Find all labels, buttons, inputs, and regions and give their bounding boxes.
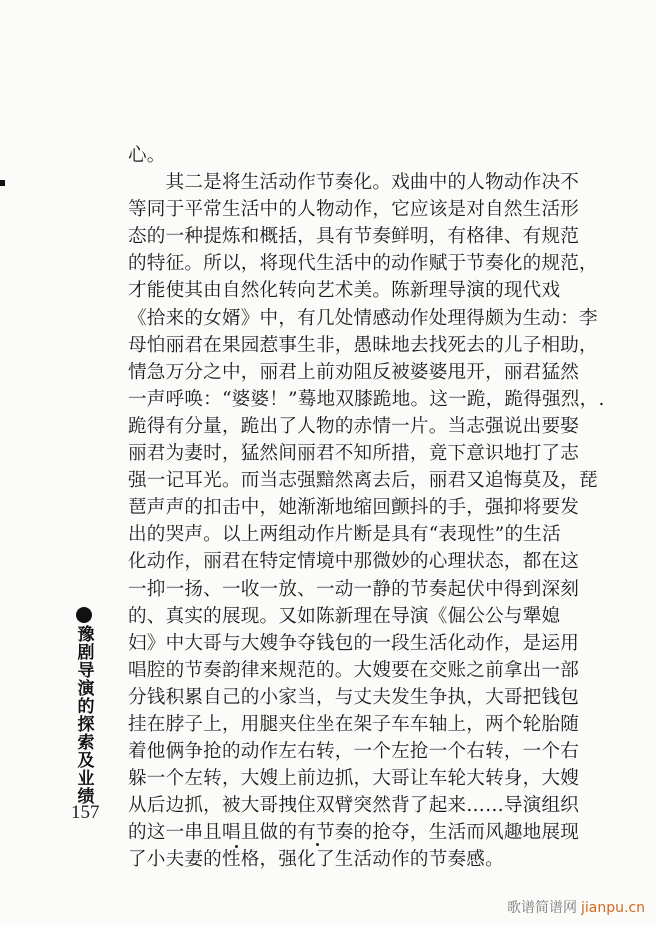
text-line: 才能使其由自然化转向艺术美。陈新理导演的现代戏 [128,280,561,302]
text-line: 心。 [128,145,166,166]
speck [235,845,238,848]
text-line: 化动作，丽君在特定情境中那微妙的心理状态，都在这 [128,551,580,573]
book-title: 豫剧导演的探索及业绩 [73,625,94,805]
text-line: 了小夫妻的性格，强化了生活动作的节奏感。 [128,849,504,871]
text-line: 躲一个左转，大嫂上前边抓，大哥让车轮大转身，大嫂 [128,768,580,790]
text-line: 跪得有分量，跪出了人物的赤情一片。当志强说出要娶 [128,415,580,437]
text-line: 一声呼唤：“婆婆！”蓦地双膝跪地。这一跪，跪得强烈，. [128,388,605,410]
text-line: 其二是将生活动作节奏化。戏曲中的人物动作决不 [128,172,580,194]
text-line: 妇》中大哥与大嫂争夺钱包的一段生活化动作，是运用 [128,632,580,654]
text-line: 琶声声的扣击中，她渐渐地缩回颤抖的手，强抑将要发 [128,497,580,519]
watermark-site: jianpu.cn [581,900,646,916]
text-line: 等同于平常生活中的人物动作，它应该是对自然生活形 [128,199,580,221]
running-header [72,607,96,805]
text-line: 的、真实的展现。又如陈新理在导演《倔公公与犟媳 [128,605,561,627]
margin-mark [0,180,5,186]
text-line: 着他俩争抢的动作左右转，一个左抢一个右转，一个右 [128,741,580,763]
watermark-text: 歌谱简谱网 [507,900,577,916]
text-line: 的这一串且唱且做的有节奏的抢夺，生活而风趣地展现 [128,822,580,844]
text-line: 强一记耳光。而当志强黯然离去后，丽君又追悔莫及，琵 [128,470,598,492]
bullet-icon [76,607,92,623]
text-line: 挂在脖子上，用腿夹住坐在架子车车轴上，两个轮胎随 [128,713,580,735]
page-number: 157 [71,802,100,823]
text-line: 丽君为妻时，猛然间丽君不知所措，竟下意识地打了志 [128,443,580,465]
text-line: 情急万分之中，丽君上前劝阻反被婆婆甩开，丽君猛然 [128,361,580,383]
text-line: 母怕丽君在果园惹事生非，愚昧地去找死去的儿子相助， [128,334,598,356]
body-text [128,142,605,874]
text-line: 一抑一扬、一收一放、一动一静的节奏起伏中得到深刻 [128,578,580,600]
text-line: 唱腔的节奏韵律来规范的。大嫂要在交账之前拿出一部 [128,659,580,681]
text-line: 《拾来的女婿》中，有几处情感动作处理得颇为生动：李 [128,307,598,329]
text-line: 出的哭声。以上两组动作片断是具有“表现性”的生活 [128,524,561,546]
speck [316,843,319,846]
watermark [507,897,645,917]
text-line: 从后边抓，被大哥拽住双臂突然背了起来……导演组织 [128,795,580,817]
text-line: 的特征。所以，将现代生活中的动作赋于节奏化的规范， [128,253,598,275]
text-line: 分钱积累自己的小家当，与丈夫发生争执，大哥把钱包 [128,686,580,708]
text-line: 态的一种提炼和概括，具有节奏鲜明，有格律、有规范 [128,226,580,248]
